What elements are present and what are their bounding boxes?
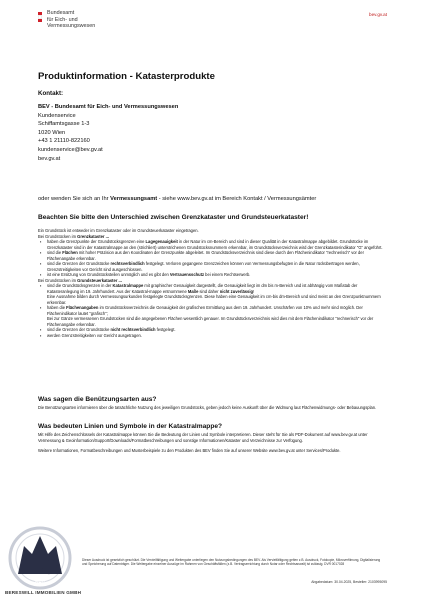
text-bold: nicht rechtsverbindlich xyxy=(110,327,156,332)
text: sind die Grundstücksgrenzen in der xyxy=(47,283,113,288)
contact-website[interactable]: bev.gv.at xyxy=(38,155,61,162)
list-item xyxy=(47,261,388,272)
paragraph: Die Benützungsarten informieren über die tatsächliche Nutzung des jeweiligen Grundstücks, geben jedoch keine Auskunft über die Widmung laut Flächenwidmungs- oder Bebauungsplan. xyxy=(38,405,377,410)
text: - siehe www.bev.gv.at im Bereich Kontakt / Vermessungsämter xyxy=(157,196,317,202)
contact-line: 1020 Wien xyxy=(38,129,66,136)
text-bold: Grundsteuerkataster ... xyxy=(77,277,122,283)
text-bold: Katastralmappe xyxy=(112,283,144,288)
text: im Grundstücksverzeichnis die Genauigkeit der grafischen Ermittlung aus dem 19. Jahrhundert. Unschärfen von 10% und mehr sind möglich. Der Flächenindikator lautet "grafisch"; xyxy=(47,305,363,316)
bev-seal-watermark-icon xyxy=(2,518,78,594)
section-body-benuetzungsarten xyxy=(38,405,388,411)
austria-flag-icon xyxy=(38,12,42,20)
text-bold: Flächen xyxy=(62,250,78,255)
paragraph: Weitere Informationen, Formatbeschreibungen und Musterbeispiele zu den Produkten des BEV finden Sie auf unserer Website www.bev.gv.at unter Services/Produkte. xyxy=(38,448,341,453)
logo-line: für Eich- und xyxy=(47,16,78,23)
text: bei einem Rechtserwerb. xyxy=(204,272,251,277)
contact-phone: +43 1 21110-822160 xyxy=(38,138,90,145)
footer-date: Abgabedatum: 30.04.2025, Besteller: 2103995095 xyxy=(311,580,387,584)
text-bold: rechtsverbindlich xyxy=(110,261,145,266)
page-footer xyxy=(0,504,424,600)
kontakt-heading: Kontakt: xyxy=(38,90,64,97)
section-body-linien-symbole xyxy=(38,432,388,454)
list-item xyxy=(47,305,388,327)
text-bold: Vermessungsamt xyxy=(110,196,158,202)
text-bold: Maße xyxy=(187,288,199,294)
footer-legal-note: Dieser Ausdruck ist gesetzlich geschützt. Die Vervielfältigung und Weitergabe unterliegen den Nutzungsbedingungen des BEV. Als Vervielfältigung gelten z.B. Ausdruck, Fotokopie, Mikroverfilmung, Digitalisierung und Speicherung auf Datenträger. Die Weitergabe einzelner Auszüge im Rahmen von Geschäftsfällen (z.B. Vertragserrichtung durch Notar oder Rechtsanwalt) ist zulässig. DVR 0017028 xyxy=(82,558,381,567)
contact-alternative xyxy=(38,196,316,202)
text: haben die Grenzpunkte der Grundstücksgrenzen eine xyxy=(47,239,146,244)
text: oder wenden Sie sich an Ihr xyxy=(38,196,111,202)
bev-logo xyxy=(38,10,95,30)
text: ! xyxy=(252,288,255,294)
list-grundsteuerkataster xyxy=(38,283,388,338)
section-heading-kataster: Beachten Sie bitte den Unterschied zwischen Grenzkataster und Grundsteuerkataster! xyxy=(38,214,309,221)
paragraph: Ein Grundstück ist entweder im Grenzkataster oder im Grundsteuerkataster eingetragen. xyxy=(38,228,199,233)
text-bold: Grenzkataster ... xyxy=(77,233,109,239)
paragraph: Mit Hilfe des Zeichenschlüssels der Katastralmappe können Sie die Bedeutung der Linien und Symbole interpretieren. Dieser steht für Sie als PDF-Dokument auf www.bev.gv.at unter Vermessung & Geoinformation/Support/Downloads/Formatbeschreibungen und sonstige Informationen/Kataster und Verzeichnisse zur Verfügung. xyxy=(38,432,368,443)
contact-line: Schiffamtsgasse 1-3 xyxy=(38,121,90,128)
seal-text: BEV xyxy=(34,580,46,586)
section-heading-linien-symbole: Was bedeuten Linien und Symbole in der Katastralmappe? xyxy=(38,423,223,430)
list-item: ▪ werden Grenzstreitigkeiten vor Gericht ausgetragen. xyxy=(47,333,388,339)
text-bold: Vertrauensschutz xyxy=(169,272,205,277)
text: in der Natur im cm-Bereich und sind in dieser Qualität in der Katastralmappe abgebildet. Grundstücke im Grenzkataster sind in der Katastralmappe an den (strichliert) unterstrichenen Grundstücksnummern erkennbar, im Grundstücksverzeichnis wird der Grenzkatasterindikator "G" angeführt. xyxy=(47,239,383,250)
contact-address xyxy=(38,103,178,163)
text: mit hoher Präzision aus den Koordinaten der Grenzpunkte abgeleitet. Im Grundstücksverzeichnis sind diese durch den Flächenindikator "rechnerisch" vor der Flächenangabe erkennbar. xyxy=(47,250,364,261)
list-item xyxy=(47,283,388,305)
text: Bei Grundstücken im xyxy=(38,277,78,283)
page-title: Produktinformation - Katasterprodukte xyxy=(38,71,215,82)
header-website[interactable]: bev.gv.at xyxy=(369,12,387,17)
section-heading-benuetzungsarten: Was sagen die Benützungsarten aus? xyxy=(38,396,157,403)
list-grenzkataster xyxy=(38,239,388,278)
list-item xyxy=(47,239,388,250)
contact-email[interactable]: kundenservice@bev.gv.at xyxy=(38,146,103,153)
text-bold: nicht zuverlässig xyxy=(219,288,253,294)
contact-line: Kundenservice xyxy=(38,112,76,119)
footer-brand: BERESWILL IMMOBILIEN GMBH xyxy=(5,590,82,595)
text: festgelegt. Verloren gegangene Grenzzeichen können von Vermessungsbefugten in die Natur rückübertragen werden, Grenzstreitigkeiten vor Gericht sind ausgeschlossen. xyxy=(47,261,360,272)
list-item xyxy=(47,272,388,278)
list-item-note: Eine Ausnahme bilden durch Vermessungsurkunden festgelegte Grundstücksgrenzen. Diese haben eine Genauigkeit im cm-bis dm-Bereich und sind meist an den Grenzpunktnummern erkennbar. xyxy=(47,294,381,305)
text: sind die xyxy=(47,250,63,255)
text-bold: Lagegenauigkeit xyxy=(145,239,178,244)
text: sind die Grenzen der Grundstücke xyxy=(47,261,111,266)
text: mit graphischer Genauigkeit dargestellt, die Genauigkeit liegt im dm bis m-Bereich und ist abhängig vom Maßstab der Katasteranlegung im 19. Jahrhundert. Aus der Katastral-mappe entnommene xyxy=(47,283,358,294)
section-body-kataster xyxy=(38,228,388,338)
text: haben die xyxy=(47,305,67,310)
contact-org: BEV - Bundesamt für Eich- und Vermessungswesen xyxy=(38,104,179,110)
text: Bei Grundstücken im xyxy=(38,233,78,239)
list-item-note: Bei zur Gänze vermessenen Grundstücken sind die angegebenen Flächen wesentlich genauer. Im Grundstücksverzeichnis wird dies mit dem Flächenindikator "rechnerisch" vor der Flächenangabe erkennbar. xyxy=(47,316,374,327)
text: ist eine Ersitzung von Grundstücksteilen unmöglich und es gibt den xyxy=(47,272,170,277)
text: sind die Grenzen der Grundstücke xyxy=(47,327,111,332)
logo-line: Vermessungswesen xyxy=(47,23,96,30)
list-item xyxy=(47,250,388,261)
logo-line: Bundesamt xyxy=(47,10,75,16)
text: festgelegt. xyxy=(155,327,176,332)
text-bold: Flächenangaben xyxy=(66,305,99,310)
text: sind daher xyxy=(198,288,220,294)
